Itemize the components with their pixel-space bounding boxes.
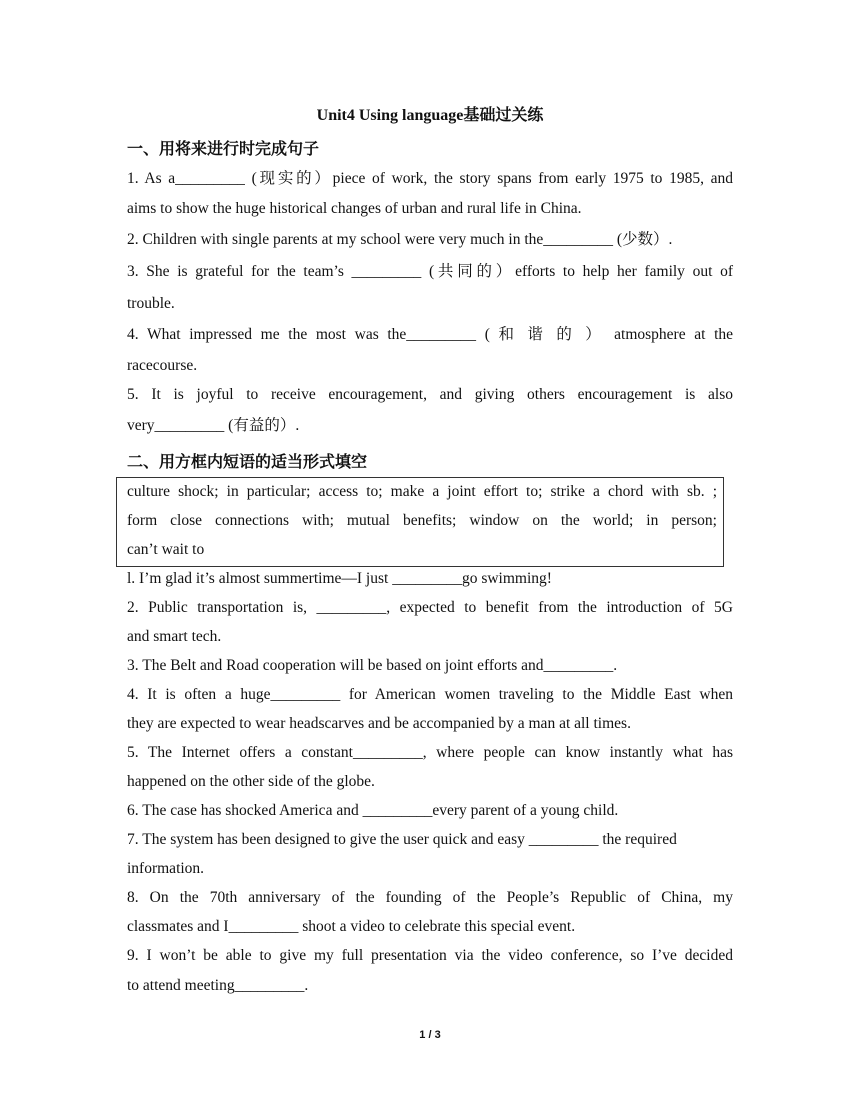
s2-question-9-line-2: to attend meeting_________. <box>127 977 309 994</box>
s2-question-7-line-1: 7. The system has been designed to give the user quick and easy _________ the required <box>127 831 677 848</box>
s1-question-3-line-1: 3. She is grateful for the team’s _________ (共同的）efforts to help her family out of <box>127 263 733 280</box>
s2-question-4-line-2: they are expected to wear headscarves and be accompanied by a man at all times. <box>127 715 631 732</box>
s2-question-8-line-1: 8. On the 70th anniversary of the founding of the People’s Republic of China, my <box>127 889 733 906</box>
s2-question-2-line-1: 2. Public transportation is, _________, expected to benefit from the introduction of 5G <box>127 599 733 616</box>
s2-question-5-line-2: happened on the other side of the globe. <box>127 773 375 790</box>
section-1-heading: 一、用将来进行时完成句子 <box>127 139 320 158</box>
s1-question-1-line-2: aims to show the huge historical changes of urban and rural life in China. <box>127 200 582 217</box>
s2-question-8-line-2: classmates and I_________ shoot a video to celebrate this special event. <box>127 918 576 935</box>
s1-question-4-line-2: racecourse. <box>127 357 198 374</box>
phrase-box <box>116 477 724 567</box>
s2-question-5-line-1: 5. The Internet offers a constant_________, where people can know instantly what has <box>127 744 733 761</box>
s2-question-3: 3. The Belt and Road cooperation will be based on joint efforts and_________. <box>127 657 618 674</box>
s2-question-2-line-2: and smart tech. <box>127 628 222 645</box>
s1-question-5-line-2: very_________ (有益的）. <box>127 417 300 434</box>
s2-question-4-line-1: 4. It is often a huge_________ for American women traveling to the Middle East when <box>127 686 733 703</box>
s2-question-1: l. I’m glad it’s almost summertime—I just _________go swimming! <box>127 570 552 587</box>
s2-question-7-line-2: information. <box>127 860 205 877</box>
s1-question-4-line-1: 4. What impressed me the most was the_________ ( 和 谐 的 ） atmosphere at the <box>127 326 733 343</box>
page-title: Unit4 Using language基础过关练 <box>316 107 544 124</box>
section-2-heading: 二、用方框内短语的适当形式填空 <box>127 452 368 471</box>
phrase-box-line-3: can’t wait to <box>127 541 205 558</box>
s1-question-5-line-1: 5. It is joyful to receive encouragement, and giving others encouragement is also <box>127 386 733 403</box>
phrase-box-line-1: culture shock; in particular; access to; make a joint effort to; strike a chord with sb. ; <box>127 483 717 500</box>
s1-question-1-line-1: 1. As a_________ (现实的）piece of work, the story spans from early 1975 to 1985, and <box>127 170 733 187</box>
phrase-box-line-2: form close connections with; mutual benefits; window on the world; in person; <box>127 512 717 529</box>
s2-question-9-line-1: 9. I won’t be able to give my full presentation via the video conference, so I’ve decided <box>127 947 733 964</box>
s1-question-2: 2. Children with single parents at my school were very much in the_________ (少数）. <box>127 231 673 248</box>
s2-question-6: 6. The case has shocked America and _________every parent of a young child. <box>127 802 619 819</box>
s1-question-3-line-2: trouble. <box>127 295 175 312</box>
page-indicator: 1 / 3 <box>419 1029 441 1041</box>
